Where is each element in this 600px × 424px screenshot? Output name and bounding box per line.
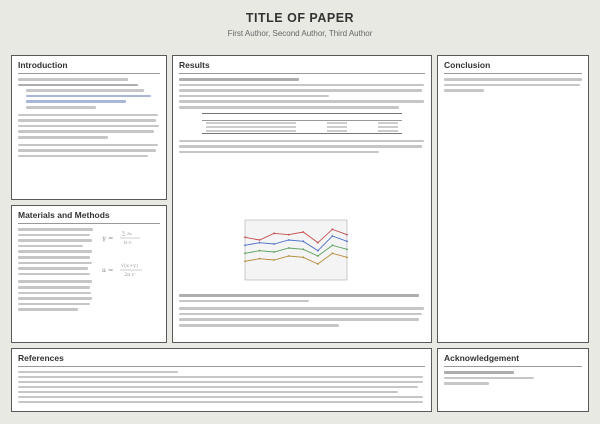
reference-line	[18, 386, 418, 388]
introduction-panel	[11, 55, 167, 200]
text-line	[18, 262, 92, 265]
svg-text:√(x+y): √(x+y)	[121, 263, 138, 269]
data-point	[332, 228, 334, 230]
equation-graphic	[102, 228, 162, 288]
divider	[18, 73, 160, 74]
text-line	[18, 303, 90, 306]
text-line	[179, 294, 419, 297]
text-line	[18, 136, 108, 139]
data-point	[259, 250, 261, 252]
data-point	[288, 239, 290, 241]
data-point	[259, 239, 261, 241]
data-point	[317, 250, 319, 252]
svg-text:a =: a =	[102, 266, 114, 274]
text-line	[18, 234, 90, 237]
reference-line	[18, 396, 423, 398]
reference-line	[18, 376, 423, 378]
conclusion-panel	[437, 55, 589, 343]
text-line	[179, 89, 422, 92]
text-line	[18, 256, 90, 259]
text-line	[18, 250, 92, 253]
results-heading: Results	[179, 60, 210, 70]
text-line	[179, 313, 422, 316]
data-point	[346, 256, 348, 258]
text-line	[18, 292, 91, 295]
text-line	[179, 106, 399, 109]
divider	[18, 223, 160, 224]
text-line	[444, 371, 514, 374]
text-line	[18, 286, 90, 289]
reference-line	[18, 371, 178, 373]
text-line	[179, 318, 419, 321]
data-point	[346, 234, 348, 236]
data-point	[244, 236, 246, 238]
references-panel	[11, 348, 432, 412]
data-point	[332, 244, 334, 246]
text-line	[444, 78, 582, 81]
svg-text:b·c: b·c	[124, 240, 132, 246]
text-line	[179, 95, 329, 98]
data-point	[244, 252, 246, 254]
data-point	[244, 244, 246, 246]
text-line	[26, 100, 126, 103]
text-line	[18, 273, 90, 276]
svg-text:γ =: γ =	[102, 234, 114, 242]
text-line	[18, 239, 92, 242]
divider	[18, 366, 425, 367]
text-line	[444, 89, 484, 92]
text-line	[26, 95, 151, 98]
data-point	[273, 232, 275, 234]
acknowledgement-heading: Acknowledgement	[444, 353, 520, 363]
results-chart	[235, 214, 353, 290]
text-line	[18, 308, 78, 311]
data-point	[273, 243, 275, 245]
data-point	[317, 242, 319, 244]
results-panel	[172, 55, 432, 343]
text-line	[18, 267, 88, 270]
references-heading: References	[18, 353, 64, 363]
text-line	[26, 106, 96, 109]
text-line	[18, 297, 92, 300]
materials-heading: Materials and Methods	[18, 210, 110, 220]
text-line	[179, 300, 309, 303]
text-line	[18, 84, 138, 87]
data-point	[273, 259, 275, 261]
introduction-heading: Introduction	[18, 60, 68, 70]
svg-text:∑ aₙ: ∑ aₙ	[122, 231, 133, 237]
data-point	[317, 255, 319, 257]
conclusion-heading: Conclusion	[444, 60, 491, 70]
data-point	[288, 255, 290, 257]
text-line	[444, 382, 489, 385]
divider	[444, 73, 582, 74]
text-line	[18, 78, 128, 81]
data-point	[346, 240, 348, 242]
reference-line	[18, 381, 423, 383]
reference-line	[18, 391, 398, 393]
text-line	[26, 89, 144, 92]
text-line	[18, 114, 158, 117]
data-point	[317, 263, 319, 265]
text-line	[18, 125, 159, 128]
data-point	[302, 240, 304, 242]
poster-header	[0, 0, 600, 48]
text-line	[18, 130, 154, 133]
text-line	[18, 119, 156, 122]
text-line	[179, 151, 379, 154]
data-point	[332, 235, 334, 237]
table-row	[202, 114, 402, 121]
data-point	[302, 231, 304, 233]
text-line	[18, 155, 148, 158]
data-point	[346, 248, 348, 250]
reference-line	[18, 401, 423, 403]
text-line	[18, 280, 92, 283]
text-line	[444, 377, 534, 380]
text-line	[179, 324, 339, 327]
table-row	[202, 129, 402, 133]
author-list: First Author, Second Author, Third Author	[227, 29, 373, 38]
data-point	[259, 242, 261, 244]
data-point	[244, 260, 246, 262]
text-line	[18, 228, 93, 231]
data-point	[302, 256, 304, 258]
data-point	[288, 234, 290, 236]
results-table	[202, 113, 402, 134]
data-point	[288, 247, 290, 249]
data-point	[332, 252, 334, 254]
text-line	[18, 245, 83, 248]
materials-panel	[11, 205, 167, 343]
divider	[179, 73, 425, 74]
text-line	[179, 145, 422, 148]
data-point	[302, 248, 304, 250]
divider	[444, 366, 582, 367]
paper-title: TITLE OF PAPER	[245, 11, 355, 25]
data-point	[259, 258, 261, 260]
text-line	[179, 84, 424, 87]
text-line	[179, 307, 424, 310]
text-line	[18, 149, 156, 152]
text-line	[444, 84, 580, 87]
svg-text:2π r: 2π r	[124, 272, 135, 278]
text-line	[179, 140, 424, 143]
text-line	[179, 100, 424, 103]
acknowledgement-panel	[437, 348, 589, 412]
data-point	[273, 251, 275, 253]
text-line	[179, 78, 299, 81]
text-line	[18, 144, 158, 147]
